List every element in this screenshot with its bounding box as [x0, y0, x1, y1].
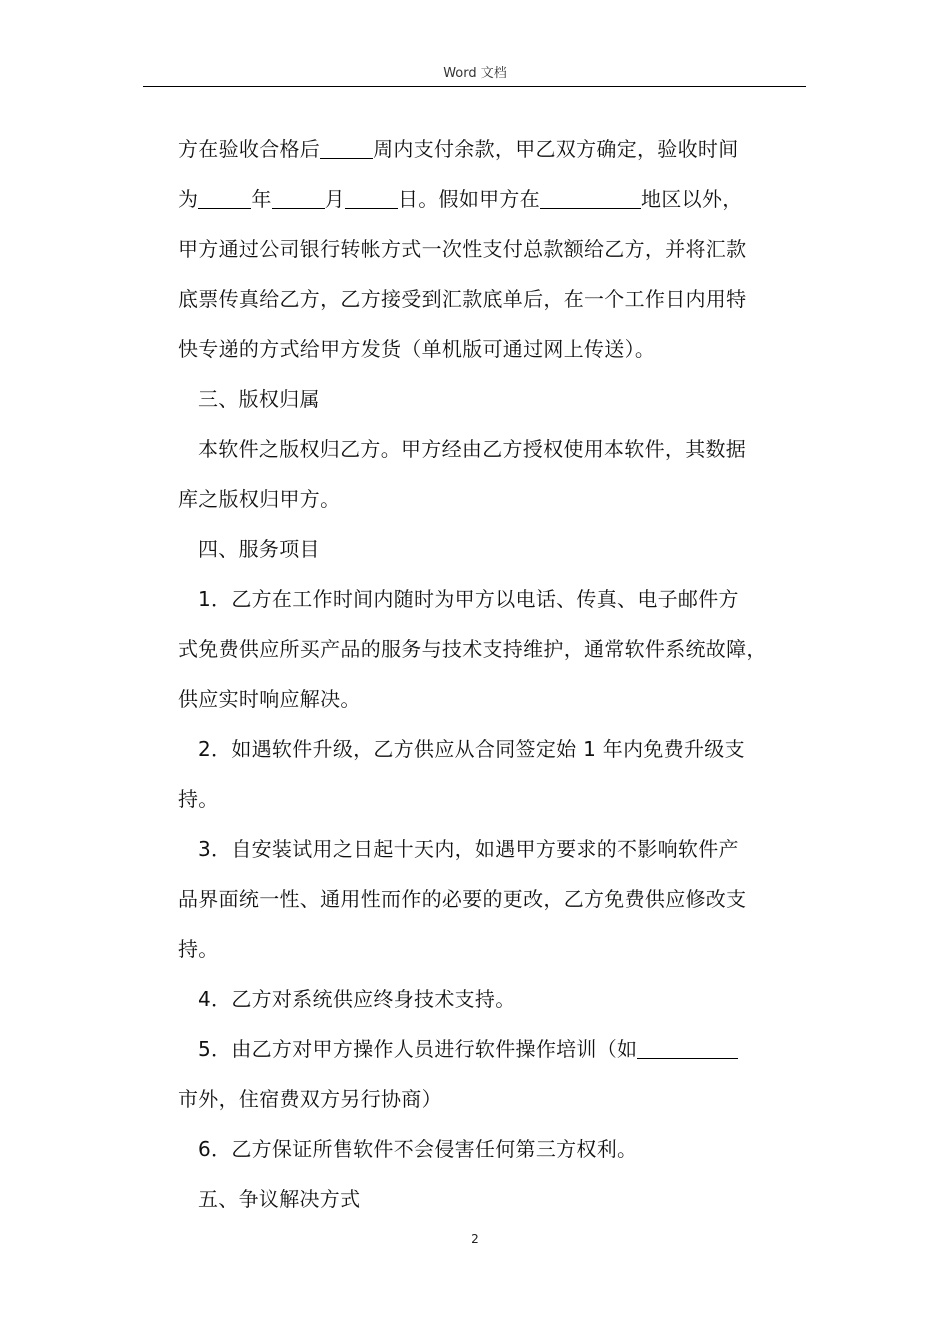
text-segment: 方在验收合格后 — [178, 137, 321, 161]
paragraph-line: 底票传真给乙方，乙方接受到汇款底单后，在一个工作日内用特 — [178, 287, 747, 311]
paragraph-line: 甲方通过公司银行转帐方式一次性支付总款额给乙方，并将汇款 — [178, 237, 747, 261]
list-item: 3．自安装试用之日起十天内，如遇甲方要求的不影响软件产 — [198, 837, 739, 861]
fill-in-blank — [272, 186, 325, 209]
paragraph-line: 式免费供应所买产品的服务与技术支持维护，通常软件系统故障， — [178, 637, 767, 661]
document-body — [178, 124, 818, 1224]
text-segment: 地区以外， — [641, 187, 743, 211]
list-item: 1．乙方在工作时间内随时为甲方以电话、传真、电子邮件方 — [198, 587, 739, 611]
paragraph-line: 品界面统一性、通用性而作的必要的更改，乙方免费供应修改支 — [178, 887, 747, 911]
text-segment: 周内支付余款，甲乙双方确定，验收时间 — [373, 137, 739, 161]
text-segment: 月 — [324, 187, 345, 211]
page-number: 2 — [471, 1232, 479, 1246]
fill-in-blank — [637, 1036, 738, 1059]
paragraph-line: 市外，住宿费双方另行协商） — [178, 1087, 442, 1111]
fill-in-blank — [198, 186, 251, 209]
list-item — [178, 1024, 818, 1074]
paragraph-line: 快专递的方式给甲方发货（单机版可通过网上传送）。 — [178, 337, 656, 361]
paragraph-line: 持。 — [178, 787, 219, 811]
list-item: 6．乙方保证所售软件不会侵害任何第三方权利。 — [198, 1137, 638, 1161]
text-segment: 为 — [178, 187, 199, 211]
text-segment: 年 — [251, 187, 272, 211]
section-heading: 三、版权归属 — [198, 387, 320, 411]
text-segment: 日。假如甲方在 — [397, 187, 541, 211]
page-header: Word 文档 — [443, 66, 507, 81]
fill-in-blank — [320, 136, 373, 159]
paragraph-line: 本软件之版权归乙方。甲方经由乙方授权使用本软件，其数据 — [198, 437, 747, 461]
list-item: 4．乙方对系统供应终身技术支持。 — [198, 987, 516, 1011]
section-heading: 五、争议解决方式 — [198, 1187, 361, 1211]
list-item: 2．如遇软件升级，乙方供应从合同签定始 1 年内免费升级支 — [198, 737, 745, 761]
paragraph-line: 库之版权归甲方。 — [178, 487, 341, 511]
fill-in-blank — [345, 186, 398, 209]
text-segment: 5．由乙方对甲方操作人员进行软件操作培训（如 — [198, 1037, 638, 1061]
paragraph-line: 持。 — [178, 937, 219, 961]
section-heading: 四、服务项目 — [198, 537, 320, 561]
paragraph-line — [178, 124, 818, 174]
header-divider — [143, 86, 806, 87]
fill-in-blank — [540, 186, 641, 209]
paragraph-line — [178, 174, 818, 224]
paragraph-line: 供应实时响应解决。 — [178, 687, 361, 711]
